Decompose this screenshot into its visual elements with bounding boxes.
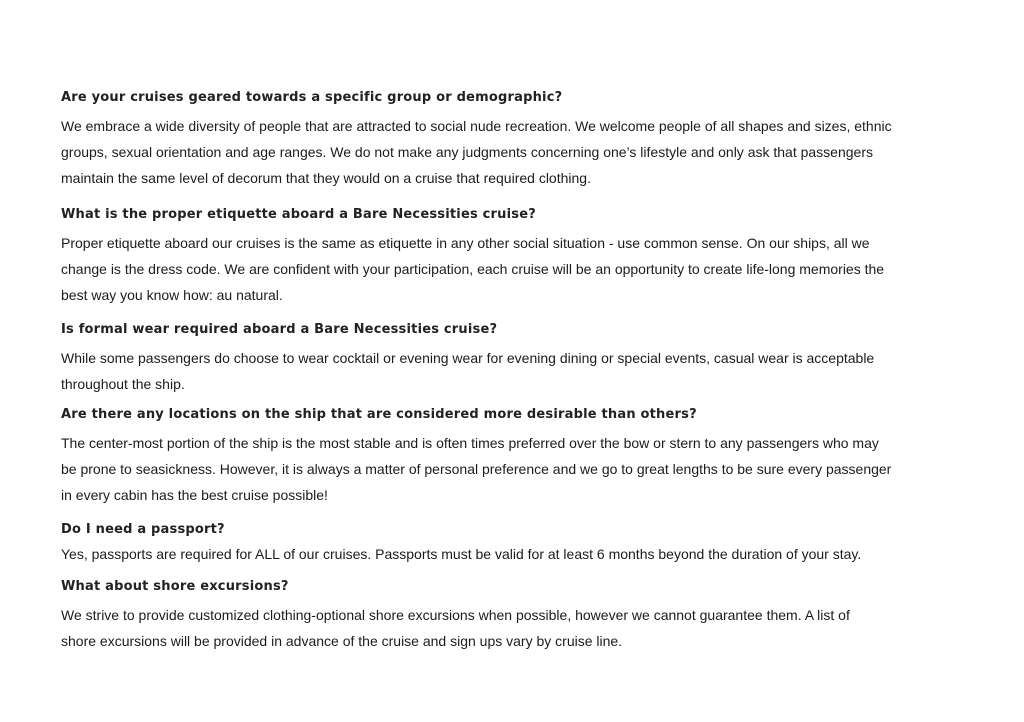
faq-item-shore-excursions bbox=[61, 578, 981, 654]
faq-answer-line: We embrace a wide diversity of people that are attracted to social nude recreation. We welcome people of all shapes and sizes, ethnic bbox=[61, 118, 892, 134]
faq-answer bbox=[61, 113, 981, 191]
faq-question: Are your cruises geared towards a specific group or demographic? bbox=[61, 90, 563, 105]
faq-item-passport bbox=[61, 521, 981, 567]
faq-answer-line: throughout the ship. bbox=[61, 376, 185, 392]
faq-answer-line: change is the dress code. We are confident with your participation, each cruise will be an opportunity to create life-long memories the bbox=[61, 261, 885, 277]
faq-item-demographic bbox=[61, 89, 981, 191]
faq-answer-line: shore excursions will be provided in advance of the cruise and sign ups vary by cruise line. bbox=[61, 633, 623, 649]
faq-question: Is formal wear required aboard a Bare Necessities cruise? bbox=[61, 322, 498, 337]
faq-answer-line: While some passengers do choose to wear cocktail or evening wear for evening dining or special events, casual wear is acceptable bbox=[61, 350, 875, 366]
faq-item-etiquette bbox=[61, 206, 981, 308]
faq-answer bbox=[61, 345, 981, 397]
faq-question: Are there any locations on the ship that are considered more desirable than others? bbox=[61, 407, 697, 422]
faq-answer bbox=[61, 430, 981, 508]
faq-answer bbox=[61, 602, 981, 654]
faq-question: What is the proper etiquette aboard a Bare Necessities cruise? bbox=[61, 207, 536, 222]
faq-answer-line: best way you know how: au natural. bbox=[61, 287, 283, 303]
faq-item-formal-wear bbox=[61, 321, 981, 397]
faq-answer bbox=[61, 230, 981, 308]
faq-answer-line: maintain the same level of decorum that they would on a cruise that required clothing. bbox=[61, 170, 591, 186]
faq-answer-line: Proper etiquette aboard our cruises is the same as etiquette in any other social situation - use common sense. On our ships, all we bbox=[61, 235, 870, 251]
faq-answer bbox=[61, 541, 981, 567]
faq-answer-line: We strive to provide customized clothing-optional shore excursions when possible, however we cannot guarantee them. A list of bbox=[61, 607, 850, 623]
faq-answer-line: in every cabin has the best cruise possible! bbox=[61, 487, 328, 503]
faq-answer-line: The center-most portion of the ship is the most stable and is often times preferred over the bow or stern to any passengers who may bbox=[61, 435, 879, 451]
faq-question: Do I need a passport? bbox=[61, 522, 225, 537]
faq-answer-line: Yes, passports are required for ALL of our cruises. Passports must be valid for at least 6 months beyond the duration of your stay. bbox=[61, 546, 862, 562]
faq-item-ship-locations bbox=[61, 406, 981, 508]
faq-question: What about shore excursions? bbox=[61, 579, 289, 594]
faq-answer-line: groups, sexual orientation and age ranges. We do not make any judgments concerning one’s lifestyle and only ask that passengers bbox=[61, 144, 873, 160]
faq-answer-line: be prone to seasickness. However, it is always a matter of personal preference and we go to great lengths to be sure every passenger bbox=[61, 461, 892, 477]
